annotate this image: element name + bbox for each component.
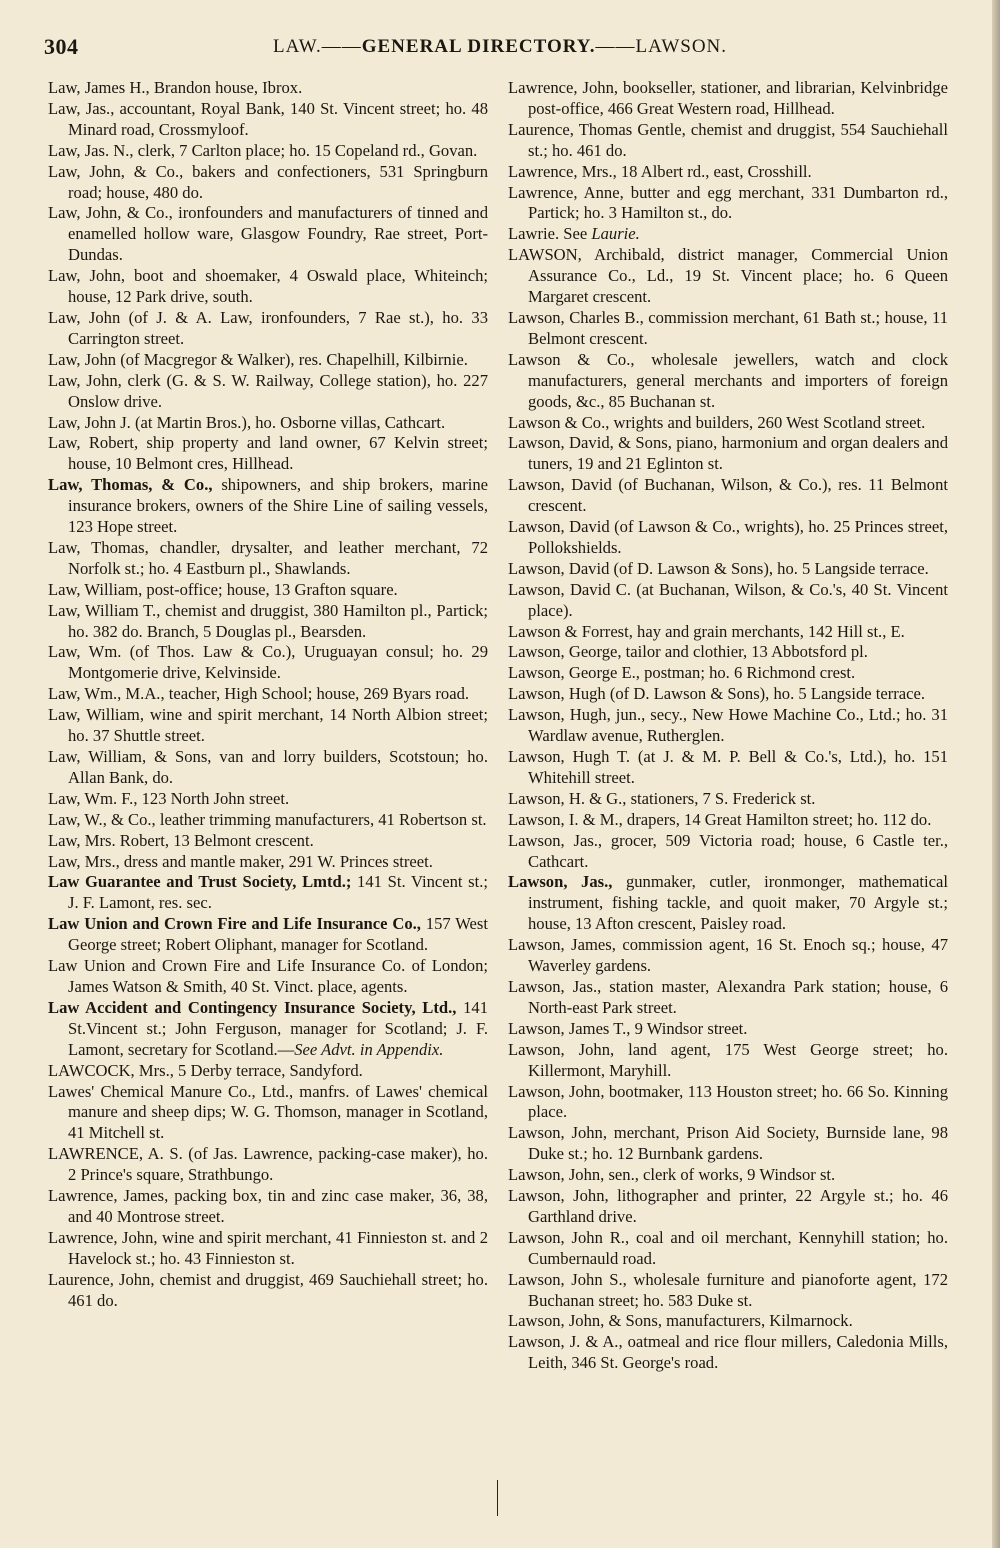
entry-text: LAWSON, Archibald, district manager, Commercial Union Assurance Co., Ld., 19 St. Vincent place; ho. 6 Queen Margaret crescent. — [508, 245, 948, 307]
directory-entry — [508, 831, 948, 873]
directory-entry — [508, 1040, 948, 1082]
directory-entry — [508, 935, 948, 977]
entry-text: Lawson, John R., coal and oil merchant, Kennyhill station; ho. Cumbernauld road. — [508, 1227, 948, 1268]
directory-entry — [508, 1123, 948, 1165]
entry-bold-name: Law, Thomas, & Co., — [48, 475, 213, 495]
directory-entry — [508, 224, 948, 245]
directory-entry — [48, 872, 488, 914]
directory-entry — [508, 245, 948, 308]
entry-text: Law, William, post-office; house, 13 Grafton square. — [48, 579, 398, 599]
directory-entry — [48, 1082, 488, 1145]
directory-entry — [508, 642, 948, 663]
directory-entry — [508, 120, 948, 162]
running-head-right: LAWSON. — [635, 36, 728, 57]
directory-entry — [48, 141, 488, 162]
directory-entry — [48, 642, 488, 684]
directory-entry — [48, 308, 488, 350]
entry-text: Law, William, wine and spirit merchant, 14 North Albion street; ho. 37 Shuttle street. — [48, 705, 488, 746]
directory-entry — [48, 852, 488, 873]
directory-entry — [508, 684, 948, 705]
page-edge — [992, 0, 1000, 1548]
directory-entry — [508, 872, 948, 935]
directory-entry — [508, 475, 948, 517]
entry-text: Lawson, Hugh T. (at J. & M. P. Bell & Co.'s, Ltd.), ho. 151 Whitehill street. — [508, 747, 948, 787]
entry-text: 141 St. Vincent st.; J. F. Lamont, res. sec. — [68, 872, 489, 913]
directory-entry — [508, 1228, 948, 1270]
entry-text: Lawson, Jas., station master, Alexandra Park station; house, 6 North-east Park street. — [508, 976, 948, 1017]
entry-text: Lawson, John S., wholesale furniture and pianoforte agent, 172 Buchanan street; ho. 583 Duke st. — [508, 1269, 948, 1310]
entry-italic: Laurie. — [591, 224, 640, 244]
column-divider — [497, 1480, 498, 1516]
running-head — [40, 36, 960, 58]
entry-text: Lawson, Hugh (of D. Lawson & Sons), ho. 5 Langside terrace. — [508, 684, 926, 704]
entry-text: Law, William, & Sons, van and lorry builders, Scotstoun; ho. Allan Bank, do. — [48, 747, 488, 787]
directory-entry — [48, 747, 488, 789]
entry-text: Lawson, J. & A., oatmeal and rice flour millers, Caledonia Mills, Leith, 346 St. George's road. — [508, 1332, 948, 1373]
running-head-center: GENERAL DIRECTORY. — [361, 36, 596, 57]
directory-entry — [48, 1061, 488, 1082]
directory-entry — [508, 663, 948, 684]
entry-text: Lawson & Co., wrights and builders, 260 West Scotland street. — [508, 412, 926, 432]
directory-entry — [48, 1144, 488, 1186]
entry-text: Lawson, John, lithographer and printer, 22 Argyle st.; ho. 46 Garthland drive. — [508, 1186, 948, 1226]
entry-bold-name: Law Union and Crown Fire and Life Insurance Co., — [48, 914, 421, 934]
directory-entry — [48, 1186, 488, 1228]
entry-text: Lawes' Chemical Manure Co., Ltd., manfrs. of Lawes' chemical manure and sheep dips; W. G. Thomson, manager in Scotland, 41 Mitchell st. — [48, 1081, 488, 1143]
entry-text: LAWCOCK, Mrs., 5 Derby terrace, Sandyford. — [48, 1060, 363, 1080]
entry-text: Law, W., & Co., leather trimming manufacturers, 41 Robertson st. — [48, 809, 487, 829]
directory-entry — [48, 266, 488, 308]
directory-entry — [508, 622, 948, 643]
entry-text: Law, Jas., accountant, Royal Bank, 140 St. Vincent street; ho. 48 Minard road, Crossmyloof. — [48, 98, 488, 139]
entry-text: Law, John (of Macgregor & Walker), res. Chapelhill, Kilbirnie. — [48, 349, 468, 369]
entry-text: Lawson & Forrest, hay and grain merchants, 142 Hill st., E. — [508, 621, 905, 641]
entry-text: Lawson, Charles B., commission merchant, 61 Bath st.; house, 11 Belmont crescent. — [508, 307, 948, 348]
entry-bold-name: Law Accident and Contingency Insurance Society, Ltd., — [48, 997, 457, 1017]
directory-entry — [48, 684, 488, 705]
directory-entry — [508, 78, 948, 120]
entry-text: Law Union and Crown Fire and Life Insurance Co. of London; James Watson & Smith, 40 St. Vinct. place, agents. — [48, 956, 488, 996]
directory-entry — [48, 350, 488, 371]
directory-entry — [508, 1186, 948, 1228]
entry-text: Lawrie. See — [508, 224, 592, 244]
entry-text: Lawson, John, land agent, 175 West George street; ho. Killermont, Maryhill. — [508, 1039, 948, 1080]
directory-entry — [48, 580, 488, 601]
entry-text: Law, John, boot and shoemaker, 4 Oswald place, Whiteinch; house, 12 Park drive, south. — [48, 266, 488, 307]
directory-entry — [48, 162, 488, 204]
entry-text: Law, Mrs. Robert, 13 Belmont crescent. — [48, 830, 314, 850]
directory-entry — [48, 99, 488, 141]
directory-entry — [508, 789, 948, 810]
entry-text: Law, Wm., M.A., teacher, High School; house, 269 Byars road. — [48, 684, 470, 704]
entry-text: Lawson, Jas., grocer, 509 Victoria road; house, 6 Castle ter., Cathcart. — [508, 830, 948, 871]
entry-text: Lawrence, Anne, butter and egg merchant, 331 Dumbarton rd., Partick; ho. 3 Hamilton st., do. — [508, 182, 948, 223]
directory-entry — [508, 433, 948, 475]
entry-text: Law, James H., Brandon house, Ibrox. — [48, 78, 303, 97]
entry-text: Law, John J. (at Martin Bros.), ho. Osborne villas, Cathcart. — [48, 412, 446, 432]
entry-text: Lawson, James T., 9 Windsor street. — [508, 1018, 748, 1038]
entry-text: Lawrence, John, bookseller, stationer, and librarian, Kelvinbridge post-office, 466 Great Western road, Hillhead. — [508, 78, 948, 118]
directory-entry — [508, 183, 948, 225]
entry-text: Lawson, David (of Lawson & Co., wrights), ho. 25 Princes street, Pollokshields. — [508, 517, 948, 557]
entry-text: Lawson, H. & G., stationers, 7 S. Frederick st. — [508, 788, 816, 808]
entry-text: Law, Wm. F., 123 North John street. — [48, 788, 290, 808]
directory-entry — [48, 413, 488, 434]
directory-entry — [48, 914, 488, 956]
entry-text: Law, John, clerk (G. & S. W. Railway, College station), ho. 227 Onslow drive. — [48, 370, 488, 411]
entry-text: Lawson, Hugh, jun., secy., New Howe Machine Co., Ltd.; ho. 31 Wardlaw avenue, Rutherglen. — [508, 705, 948, 746]
entry-text: Law, John, & Co., ironfounders and manufacturers of tinned and enamelled hollow ware, Glasgow Foundry, Rae street, Port-Dundas. — [48, 203, 488, 265]
entry-text: 157 West George street; Robert Oliphant, manager for Scotland. — [68, 914, 488, 955]
entry-text: 141 St.Vincent st.; John Ferguson, manager for Scotland; J. F. Lamont, secretary for Scotland.— — [68, 997, 488, 1059]
directory-entry — [48, 203, 488, 266]
entry-text: gunmaker, cutler, ironmonger, mathematical instrument, fishing tackle, and quoit maker, 70 Argyle st.; house, 13 Afton crescent, Paisley road. — [528, 872, 948, 934]
entry-text: Law, Robert, ship property and land owner, 67 Kelvin street; house, 10 Belmont cres, Hillhead. — [48, 433, 488, 474]
entry-text: Laurence, John, chemist and druggist, 469 Sauchiehall street; ho. 461 do. — [48, 1269, 488, 1310]
directory-entry — [508, 810, 948, 831]
directory-entry — [48, 705, 488, 747]
directory-entry — [508, 1019, 948, 1040]
directory-entry — [508, 413, 948, 434]
entry-text: Lawson, John, merchant, Prison Aid Society, Burnside lane, 98 Duke st.; ho. 12 Burnbank gardens. — [508, 1123, 948, 1164]
entry-text: Lawson, David (of D. Lawson & Sons), ho. 5 Langside terrace. — [508, 558, 929, 578]
entry-text: Lawson, John, & Sons, manufacturers, Kilmarnock. — [508, 1311, 853, 1331]
running-head-dash: —— — [321, 36, 362, 57]
entry-text: Lawrence, James, packing box, tin and zinc case maker, 36, 38, and 40 Montrose street. — [48, 1186, 488, 1226]
directory-entry — [508, 162, 948, 183]
directory-entry — [508, 559, 948, 580]
running-head-dash: —— — [595, 36, 636, 57]
directory-entry — [508, 1082, 948, 1124]
entry-text: Lawson, David (of Buchanan, Wilson, & Co.), res. 11 Belmont crescent. — [508, 475, 948, 516]
entry-text: Lawson, George E., postman; ho. 6 Richmond crest. — [508, 663, 856, 683]
entry-text: Law, Wm. (of Thos. Law & Co.), Uruguayan consul; ho. 29 Montgomerie drive, Kelvinside. — [48, 642, 488, 683]
directory-entry — [48, 475, 488, 538]
page-number: 304 — [44, 34, 79, 59]
directory-entry — [508, 1311, 948, 1332]
right-column — [508, 78, 948, 1374]
directory-entry — [508, 1332, 948, 1374]
entry-text: Lawson, David, & Sons, piano, harmonium and organ dealers and tuners, 19 and 21 Eglinton st. — [508, 433, 948, 474]
entry-text: Lawrence, Mrs., 18 Albert rd., east, Crosshill. — [508, 161, 812, 181]
entry-text: Lawson, I. & M., drapers, 14 Great Hamilton street; ho. 112 do. — [508, 809, 932, 829]
entry-bold-name: Law Guarantee and Trust Society, Lmtd.; — [48, 872, 352, 892]
directory-entry — [48, 538, 488, 580]
directory-entry — [48, 998, 488, 1061]
directory-entry — [48, 956, 488, 998]
directory-entry — [48, 371, 488, 413]
directory-entry — [508, 517, 948, 559]
directory-entry — [48, 789, 488, 810]
entry-text: Law, Mrs., dress and mantle maker, 291 W. Princes street. — [48, 851, 433, 871]
entry-text: Lawrence, John, wine and spirit merchant, 41 Finnieston st. and 2 Havelock st.; ho. 43 Finnieston st. — [48, 1227, 488, 1268]
directory-entry — [508, 1165, 948, 1186]
directory-entry — [508, 308, 948, 350]
directory-entry — [508, 580, 948, 622]
directory-entry — [48, 78, 488, 99]
entry-text: Law, John, & Co., bakers and confectioners, 531 Springburn road; house, 480 do. — [48, 161, 488, 202]
entry-text: Law, John (of J. & A. Law, ironfounders, 7 Rae st.), ho. 33 Carrington street. — [48, 307, 488, 348]
entry-text: Law, Thomas, chandler, drysalter, and leather merchant, 72 Norfolk st.; ho. 4 Eastburn pl., Shawlands. — [48, 537, 488, 578]
entry-text: Lawson, John, bootmaker, 113 Houston street; ho. 66 So. Kinning place. — [508, 1081, 948, 1122]
entry-text: Lawson, George, tailor and clothier, 13 Abbotsford pl. — [508, 642, 868, 662]
entry-text: Lawson & Co., wholesale jewellers, watch and clock manufacturers, general merchants and importers of foreign goods, &c., 85 Buchanan st. — [508, 349, 948, 411]
entry-text: shipowners, and ship brokers, marine insurance brokers, owners of the Shire Line of sailing vessels, 123 Hope street. — [68, 475, 488, 537]
directory-entry — [508, 350, 948, 413]
entry-text: Lawson, John, sen., clerk of works, 9 Windsor st. — [508, 1165, 836, 1185]
entry-italic: See Advt. in Appendix. — [294, 1039, 444, 1059]
directory-entry — [508, 977, 948, 1019]
running-head-left: LAW. — [272, 36, 322, 57]
entry-text: Law, William T., chemist and druggist, 380 Hamilton pl., Partick; ho. 382 do. Branch, 5 Douglas pl., Bearsden. — [48, 600, 488, 641]
page-header — [40, 34, 960, 64]
directory-entry — [48, 433, 488, 475]
directory-entry — [48, 601, 488, 643]
directory-entry — [48, 831, 488, 852]
entry-text: LAWRENCE, A. S. (of Jas. Lawrence, packing-case maker), ho. 2 Prince's square, Strathbungo. — [48, 1144, 488, 1185]
entry-text: Lawson, David C. (at Buchanan, Wilson, & Co.'s, 40 St. Vincent place). — [508, 579, 948, 620]
entry-text: Lawson, James, commission agent, 16 St. Enoch sq.; house, 47 Waverley gardens. — [508, 935, 948, 976]
left-column — [48, 78, 488, 1311]
entry-text: Laurence, Thomas Gentle, chemist and druggist, 554 Sauchiehall st.; ho. 461 do. — [508, 119, 948, 160]
directory-entry — [48, 1270, 488, 1312]
directory-entry — [508, 747, 948, 789]
entry-bold-name: Lawson, Jas., — [508, 872, 613, 892]
directory-entry — [508, 1270, 948, 1312]
directory-entry — [48, 810, 488, 831]
directory-entry — [508, 705, 948, 747]
directory-entry — [48, 1228, 488, 1270]
entry-text: Law, Jas. N., clerk, 7 Carlton place; ho. 15 Copeland rd., Govan. — [48, 140, 478, 160]
